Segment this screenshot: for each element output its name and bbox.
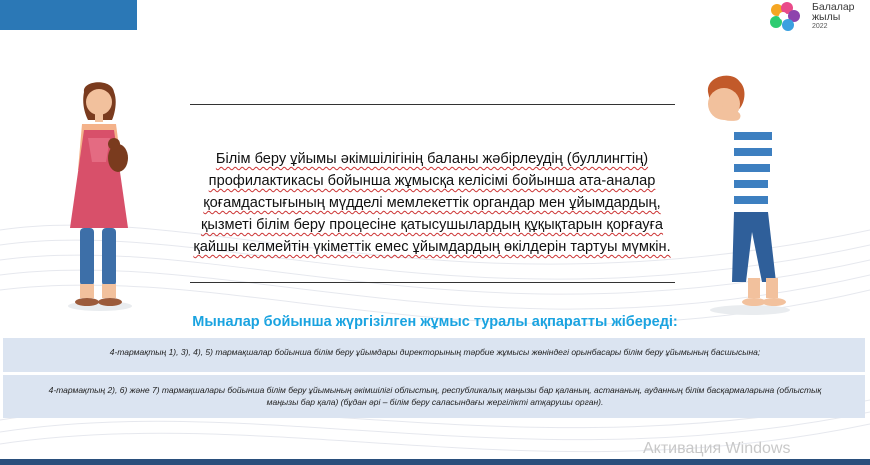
bottom-divider bbox=[190, 282, 675, 283]
logo-year: 2022 bbox=[812, 23, 828, 30]
quote-line-1: Білім беру ұйымы әкімшілігінің баланы жәбірлеудің (буллингтің) bbox=[215, 151, 649, 167]
flower-logo-icon bbox=[763, 0, 809, 36]
quote-line-2: профилактикасы бойынша жұмысқа келісімі бойынша ата-аналар bbox=[208, 173, 656, 189]
main-quote bbox=[158, 148, 706, 258]
girl-illustration bbox=[62, 80, 142, 312]
note-1: 4-тармақтың 1), 3), 4), 5) тармақшалар бойынша білім беру ұйымдары директорының тәрбие жұмысы жөніндегі орынбасары білім беру ұйымының басшысына; bbox=[109, 347, 761, 357]
quote-line-4: қызметі білім беру процесіне қатысушылардың құқықтарын қорғауға bbox=[200, 217, 664, 233]
subheading: Мыналар бойынша жүргізілген жұмыс туралы ақпаратты жібереді: bbox=[192, 314, 678, 330]
windows-activation-watermark: Активация Windows bbox=[643, 440, 791, 457]
logo-text bbox=[812, 2, 855, 32]
logo-line2: жылы bbox=[812, 11, 841, 23]
bottom-stripe bbox=[0, 459, 870, 465]
note-2: 4-тармақтың 2), 6) және 7) тармақшалары бойынша білім беру ұйымының әкімшілігі облыстың, республикалық маңызы бар қаланың, астананың, ауданның білім басқармаларына (облыстық маңызы бар қала) (бұдан әрі – білім беру саласындағы жергілікті атқарушы орган). bbox=[48, 385, 822, 407]
quote-line-5: қайшы келмейтін үкіметтік емес ұйымдардың өкілдерін тартуы мүмкін. bbox=[193, 239, 671, 255]
corner-tab bbox=[0, 0, 137, 30]
quote-line-3: қоғамдастығының мүдделі мемлекеттік органдар мен ұйымдардың, bbox=[203, 195, 661, 211]
logo-line1: Балалар bbox=[812, 1, 855, 13]
top-divider bbox=[190, 104, 675, 105]
